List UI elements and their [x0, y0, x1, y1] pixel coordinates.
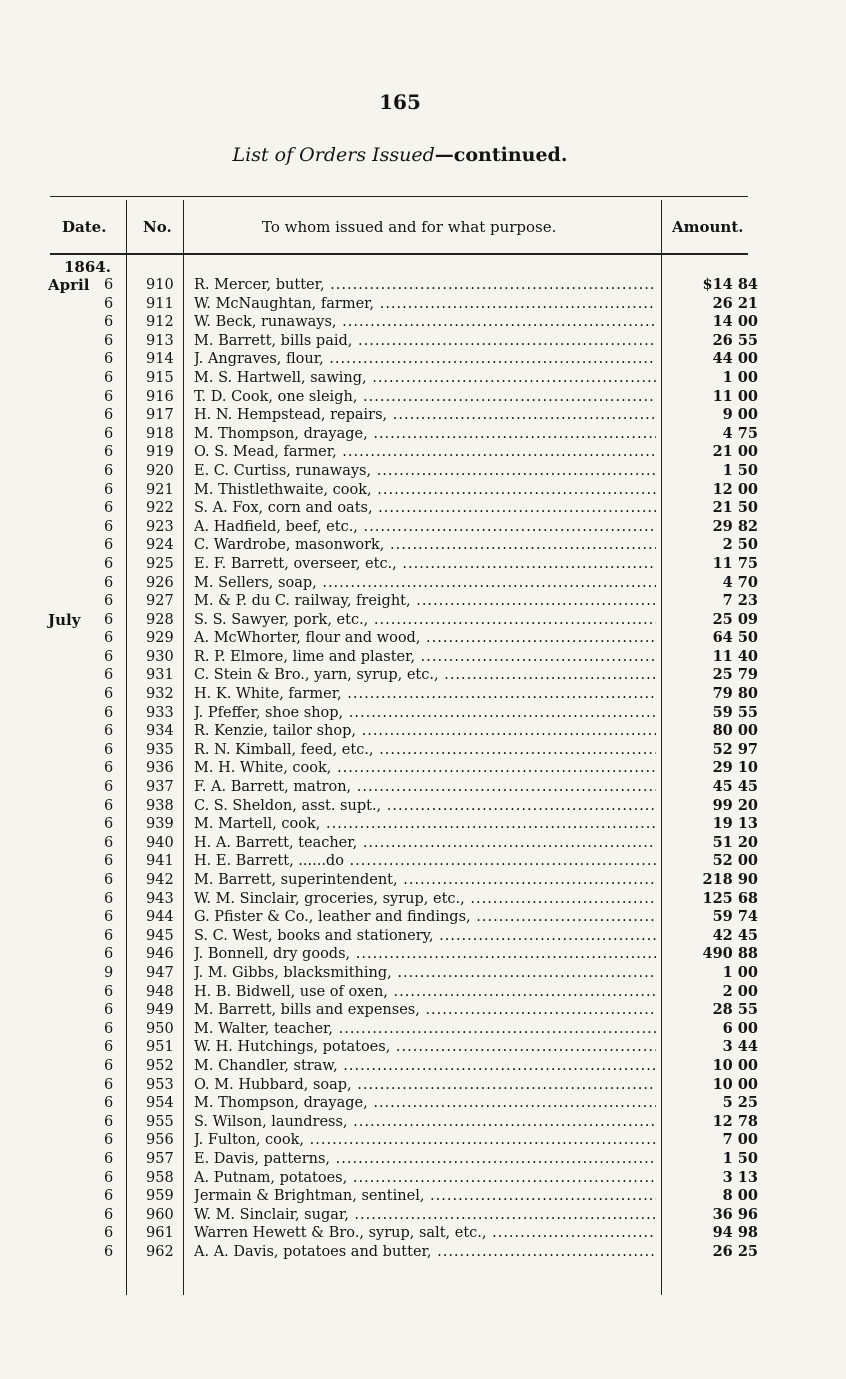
row-amount: 36 96	[712, 1205, 758, 1223]
row-purpose: E. F. Barrett, overseer, etc., .....	[194, 555, 656, 574]
table-row	[0, 1187, 846, 1206]
row-amount: 25 79	[712, 666, 758, 684]
table-row	[0, 778, 846, 797]
row-number: 927	[146, 593, 174, 610]
row-amount: 94 98	[712, 1224, 758, 1242]
row-amount: 8 00	[722, 1187, 758, 1205]
row-purpose: M. & P. du C. railway, freight, .....	[194, 592, 656, 611]
row-amount: 11 00	[712, 387, 758, 405]
row-day: 6	[104, 648, 114, 665]
row-day: 6	[104, 1206, 114, 1223]
row-purpose: M. Barrett, bills paid, .....	[194, 332, 656, 351]
table-row	[0, 518, 846, 537]
table-top-rule	[50, 196, 748, 197]
table-row	[0, 722, 846, 741]
row-amount: 25 09	[712, 610, 758, 628]
row-purpose: M. Chandler, straw, .....	[194, 1057, 656, 1076]
page-title-rest: —continued.	[434, 144, 568, 166]
row-amount: 21 00	[712, 443, 758, 461]
table-header-rule	[50, 253, 748, 255]
row-number: 939	[146, 816, 174, 833]
row-day: 6	[104, 816, 114, 833]
row-amount: 59 74	[712, 908, 758, 926]
row-number: 938	[146, 797, 174, 814]
row-amount: 80 00	[712, 722, 758, 740]
row-day: 6	[104, 407, 114, 424]
row-purpose: M. H. White, cook, .....	[194, 759, 656, 778]
row-amount: 218 90	[702, 871, 758, 888]
row-day: 6	[104, 388, 114, 405]
row-purpose: M. Barrett, superintendent, .....	[194, 871, 656, 890]
row-number: 919	[146, 444, 174, 461]
row-amount: 5 25	[722, 1094, 758, 1112]
row-number: 929	[146, 630, 174, 647]
row-purpose: F. A. Barrett, matron, .....	[194, 778, 656, 797]
row-purpose: S. Wilson, laundress, .....	[194, 1113, 656, 1132]
row-number: 962	[146, 1243, 174, 1260]
row-day: 6	[104, 1150, 114, 1167]
table-row	[0, 1150, 846, 1169]
row-amount: 29 10	[712, 759, 758, 777]
row-day: 6	[104, 369, 114, 386]
row-number: 925	[146, 555, 174, 572]
table-row	[0, 704, 846, 723]
page-number: 165	[379, 90, 421, 114]
row-amount: 2 00	[722, 982, 758, 1000]
row-day: 6	[104, 872, 114, 888]
row-amount: 125 68	[702, 889, 758, 907]
row-purpose: M. Thompson, drayage, .....	[194, 1094, 656, 1113]
row-day: 6	[104, 295, 114, 312]
row-number: 951	[146, 1039, 174, 1056]
row-day: 6	[104, 1095, 114, 1112]
row-day: 6	[104, 927, 114, 944]
row-purpose: E. Davis, patterns, .....	[194, 1150, 656, 1169]
row-amount: 52 97	[712, 740, 758, 758]
table-row	[0, 983, 846, 1002]
row-purpose: H. B. Bidwell, use of oxen, .....	[194, 983, 656, 1002]
row-day: 6	[104, 518, 114, 535]
table-row	[0, 1224, 846, 1243]
row-number: 940	[146, 834, 174, 851]
row-amount: 1 50	[722, 1149, 758, 1167]
row-day: 6	[104, 667, 114, 684]
row-purpose: M. Thistlethwaite, cook, .....	[194, 481, 656, 500]
table-row	[0, 666, 846, 685]
table-row	[0, 908, 846, 927]
row-amount: 51 20	[712, 833, 758, 851]
row-purpose: W. McNaughtan, farmer, .....	[194, 295, 656, 314]
row-number: 917	[146, 407, 174, 424]
row-purpose: M. Walter, teacher, .....	[194, 1020, 656, 1039]
row-amount: 12 00	[712, 480, 758, 498]
row-number: 922	[146, 500, 174, 517]
row-number: 954	[146, 1095, 174, 1112]
header-date: Date.	[62, 218, 107, 236]
row-day: 6	[104, 1057, 114, 1074]
row-day: 6	[104, 1225, 114, 1242]
row-day: 6	[104, 462, 114, 479]
row-number: 937	[146, 779, 174, 796]
row-amount: 7 00	[722, 1131, 758, 1149]
row-number: 948	[146, 983, 174, 1000]
row-purpose: Warren Hewett & Bro., syrup, salt, etc., .....	[194, 1224, 656, 1243]
row-number: 960	[146, 1206, 174, 1223]
row-purpose: W. Beck, runaways, .....	[194, 313, 656, 332]
row-number: 924	[146, 537, 174, 554]
row-number: 942	[146, 872, 174, 888]
table-row	[0, 425, 846, 444]
row-number: 933	[146, 704, 174, 721]
row-amount: 12 78	[712, 1112, 758, 1130]
table-row	[0, 852, 846, 871]
row-day: 6	[104, 686, 114, 703]
row-amount: 79 80	[712, 685, 758, 703]
row-purpose: R. Mercer, butter, .....	[194, 276, 656, 295]
table-row	[0, 964, 846, 983]
table-row	[0, 1169, 846, 1188]
row-purpose: R. Kenzie, tailor shop, .....	[194, 722, 656, 741]
table-row	[0, 592, 846, 611]
row-purpose: J. Pfeffer, shoe shop, .....	[194, 704, 656, 723]
row-amount: 26 55	[712, 331, 758, 349]
row-number: 928	[146, 611, 174, 628]
row-day: 6	[104, 574, 114, 591]
row-purpose: J. Fulton, cook, .....	[194, 1131, 656, 1150]
header-amount: Amount.	[672, 218, 744, 236]
row-purpose: A. A. Davis, potatoes and butter, .....	[194, 1243, 656, 1262]
row-day: 6	[104, 1002, 114, 1019]
table-row	[0, 350, 846, 369]
row-number: 916	[146, 388, 174, 405]
row-day: 6	[104, 630, 114, 647]
row-day: 6	[104, 741, 114, 758]
table-row	[0, 499, 846, 518]
row-number: 911	[146, 295, 174, 312]
header-purpose: To whom issued and for what purpose.	[262, 218, 557, 236]
row-number: 912	[146, 314, 174, 331]
row-purpose: H. N. Hempstead, repairs, .....	[194, 406, 656, 425]
row-amount: 9 00	[722, 406, 758, 424]
table-row	[0, 555, 846, 574]
table-row	[0, 611, 846, 630]
table-row	[0, 890, 846, 909]
row-day: 6	[104, 332, 114, 349]
row-purpose: S. S. Sawyer, pork, etc., .....	[194, 611, 656, 630]
row-day: 6	[104, 983, 114, 1000]
table-row	[0, 313, 846, 332]
row-purpose: E. C. Curtiss, runaways, .....	[194, 462, 656, 481]
row-amount: 11 75	[712, 554, 758, 572]
row-purpose: M. Thompson, drayage, .....	[194, 425, 656, 444]
table-row	[0, 927, 846, 946]
table-row	[0, 1076, 846, 1095]
row-amount: 10 00	[712, 1075, 758, 1093]
row-number: 932	[146, 686, 174, 703]
row-day: 9	[104, 964, 114, 981]
row-purpose: A. Putnam, potatoes, .....	[194, 1169, 656, 1188]
row-number: 914	[146, 351, 174, 368]
row-day: 6	[104, 834, 114, 851]
row-number: 918	[146, 425, 174, 442]
row-purpose: J. Bonnell, dry goods, .....	[194, 945, 656, 964]
row-day: 6	[104, 1169, 114, 1186]
row-amount: 64 50	[712, 629, 758, 647]
row-day: 6	[104, 425, 114, 442]
row-amount: 26 21	[712, 294, 758, 312]
table-row	[0, 871, 846, 890]
page-title-italic: List of Orders Issued	[232, 144, 435, 166]
row-amount: 19 13	[712, 815, 758, 833]
row-purpose: C. Stein & Bro., yarn, syrup, etc., .....	[194, 666, 656, 685]
row-purpose: M. Sellers, soap, .....	[194, 574, 656, 593]
row-purpose: S. A. Fox, corn and oats, .....	[194, 499, 656, 518]
row-amount: 28 55	[712, 1001, 758, 1019]
table-row	[0, 1020, 846, 1039]
row-amount: 26 25	[712, 1242, 758, 1260]
row-purpose: M. S. Hartwell, sawing, .....	[194, 369, 656, 388]
row-purpose: M. Barrett, bills and expenses, .....	[194, 1001, 656, 1020]
row-amount: 59 55	[712, 703, 758, 721]
row-purpose: O. M. Hubbard, soap, .....	[194, 1076, 656, 1095]
row-purpose: O. S. Mead, farmer, .....	[194, 443, 656, 462]
row-amount: 1 50	[722, 461, 758, 479]
row-purpose: H. E. Barrett, ......do .....	[194, 852, 656, 871]
row-amount: 3 13	[722, 1168, 758, 1186]
table-row	[0, 815, 846, 834]
row-number: 941	[146, 853, 174, 870]
row-month: April	[48, 276, 90, 294]
table-row	[0, 536, 846, 555]
row-day: 6	[104, 946, 114, 963]
row-day: 6	[104, 444, 114, 461]
row-amount: 1 00	[722, 963, 758, 981]
row-amount: 44 00	[712, 350, 758, 368]
table-row	[0, 574, 846, 593]
table-row	[0, 759, 846, 778]
header-no: No.	[143, 218, 172, 236]
row-day: 6	[104, 704, 114, 721]
table-row	[0, 462, 846, 481]
table-row	[0, 388, 846, 407]
row-purpose: W. H. Hutchings, potatoes, .....	[194, 1038, 656, 1057]
row-number: 945	[146, 927, 174, 944]
row-day: 6	[104, 760, 114, 777]
table-row	[0, 1038, 846, 1057]
row-day: 6	[104, 611, 114, 628]
table-row	[0, 1206, 846, 1225]
row-day: 6	[104, 1113, 114, 1130]
row-number: 947	[146, 964, 174, 981]
table-row	[0, 945, 846, 964]
row-day: 6	[104, 481, 114, 498]
row-number: 952	[146, 1057, 174, 1074]
row-purpose: C. Wardrobe, masonwork, .....	[194, 536, 656, 555]
row-day: 6	[104, 555, 114, 572]
table-row	[0, 1243, 846, 1262]
row-number: 931	[146, 667, 174, 684]
row-month: July	[48, 610, 81, 629]
table-row	[0, 406, 846, 425]
row-day: 6	[104, 909, 114, 926]
row-amount: 2 50	[722, 536, 758, 554]
row-amount: 3 44	[722, 1038, 758, 1056]
row-purpose: G. Pfister & Co., leather and findings, .....	[194, 908, 656, 927]
row-number: 961	[146, 1225, 174, 1242]
row-day: 6	[104, 537, 114, 554]
row-amount: 11 40	[712, 647, 758, 665]
row-number: 915	[146, 369, 174, 386]
row-day: 6	[104, 779, 114, 796]
row-day: 6	[104, 1076, 114, 1093]
row-number: 943	[146, 890, 174, 907]
row-amount: 52 00	[712, 852, 758, 870]
row-amount: 21 50	[712, 499, 758, 517]
table-row	[0, 741, 846, 760]
table-row	[0, 797, 846, 816]
row-purpose: S. C. West, books and stationery, .....	[194, 927, 656, 946]
table-row	[0, 1131, 846, 1150]
table-row	[0, 1113, 846, 1132]
row-number: 946	[146, 946, 174, 963]
row-number: 935	[146, 741, 174, 758]
table-row	[0, 443, 846, 462]
row-amount: 14 00	[712, 313, 758, 331]
row-purpose: J. M. Gibbs, blacksmithing, .....	[194, 964, 656, 983]
row-number: 921	[146, 481, 174, 498]
row-amount: 4 70	[722, 573, 758, 591]
row-purpose: W. M. Sinclair, sugar, .....	[194, 1206, 656, 1225]
row-day: 6	[104, 723, 114, 740]
row-day: 6	[104, 500, 114, 517]
row-day: 6	[104, 314, 114, 331]
row-day: 6	[104, 1188, 114, 1205]
row-number: 959	[146, 1188, 174, 1205]
row-day: 6	[104, 1039, 114, 1056]
row-amount: 4 75	[722, 424, 758, 442]
row-number: 956	[146, 1132, 174, 1149]
row-number: 926	[146, 574, 174, 591]
row-number: 955	[146, 1113, 174, 1130]
row-day: 6	[104, 853, 114, 870]
row-day: 6	[104, 351, 114, 368]
row-number: 957	[146, 1150, 174, 1167]
row-purpose: T. D. Cook, one sleigh, .....	[194, 388, 656, 407]
row-number: 953	[146, 1076, 174, 1093]
row-number: 950	[146, 1020, 174, 1037]
row-day: 6	[104, 797, 114, 814]
row-purpose: H. A. Barrett, teacher, .....	[194, 834, 656, 853]
row-number: 920	[146, 462, 174, 479]
row-amount: 99 20	[712, 796, 758, 814]
row-purpose: R. N. Kimball, feed, etc., .....	[194, 741, 656, 760]
table-row	[0, 685, 846, 704]
row-number: 923	[146, 518, 174, 535]
page-title	[0, 144, 800, 166]
table-row	[0, 481, 846, 500]
row-day: 6	[104, 593, 114, 610]
row-amount: 29 82	[712, 517, 758, 535]
row-purpose: A. McWhorter, flour and wood, .....	[194, 629, 656, 648]
row-amount: 45 45	[712, 778, 758, 796]
row-amount: 1 00	[722, 368, 758, 386]
row-amount: $14 84	[702, 276, 758, 293]
table-row	[0, 1001, 846, 1020]
row-amount: 7 23	[722, 592, 758, 610]
row-day: 6	[104, 1132, 114, 1149]
row-purpose: Jermain & Brightman, sentinel, .....	[194, 1187, 656, 1206]
table-row	[0, 629, 846, 648]
table-row	[0, 369, 846, 388]
row-day: 6	[104, 1020, 114, 1037]
row-purpose: C. S. Sheldon, asst. supt., .....	[194, 797, 656, 816]
row-purpose: A. Hadfield, beef, etc., .....	[194, 518, 656, 537]
row-number: 934	[146, 723, 174, 740]
row-number: 930	[146, 648, 174, 665]
row-amount: 490 88	[702, 945, 758, 963]
table-row	[0, 332, 846, 351]
row-purpose: M. Martell, cook, .....	[194, 815, 656, 834]
row-amount: 10 00	[712, 1056, 758, 1074]
year-label: 1864.	[64, 258, 111, 276]
row-amount: 42 45	[712, 926, 758, 944]
row-number: 910	[146, 277, 174, 293]
row-number: 958	[146, 1169, 174, 1186]
table-row	[0, 834, 846, 853]
table-row	[0, 648, 846, 667]
row-purpose: J. Angraves, flour, .....	[194, 350, 656, 369]
row-purpose: H. K. White, farmer, .....	[194, 685, 656, 704]
row-purpose: R. P. Elmore, lime and plaster, .....	[194, 648, 656, 667]
table-row	[0, 295, 846, 314]
row-day: 6	[104, 890, 114, 907]
table-row	[0, 1094, 846, 1113]
row-number: 944	[146, 909, 174, 926]
table-row	[0, 1057, 846, 1076]
table-row	[0, 276, 846, 295]
row-day: 6	[104, 1243, 114, 1260]
row-amount: 6 00	[722, 1019, 758, 1037]
row-purpose: W. M. Sinclair, groceries, syrup, etc., .....	[194, 890, 656, 909]
row-day: 6	[104, 277, 114, 293]
row-number: 936	[146, 760, 174, 777]
orders-table-body	[0, 276, 846, 1261]
row-number: 949	[146, 1002, 174, 1019]
row-number: 913	[146, 332, 174, 349]
